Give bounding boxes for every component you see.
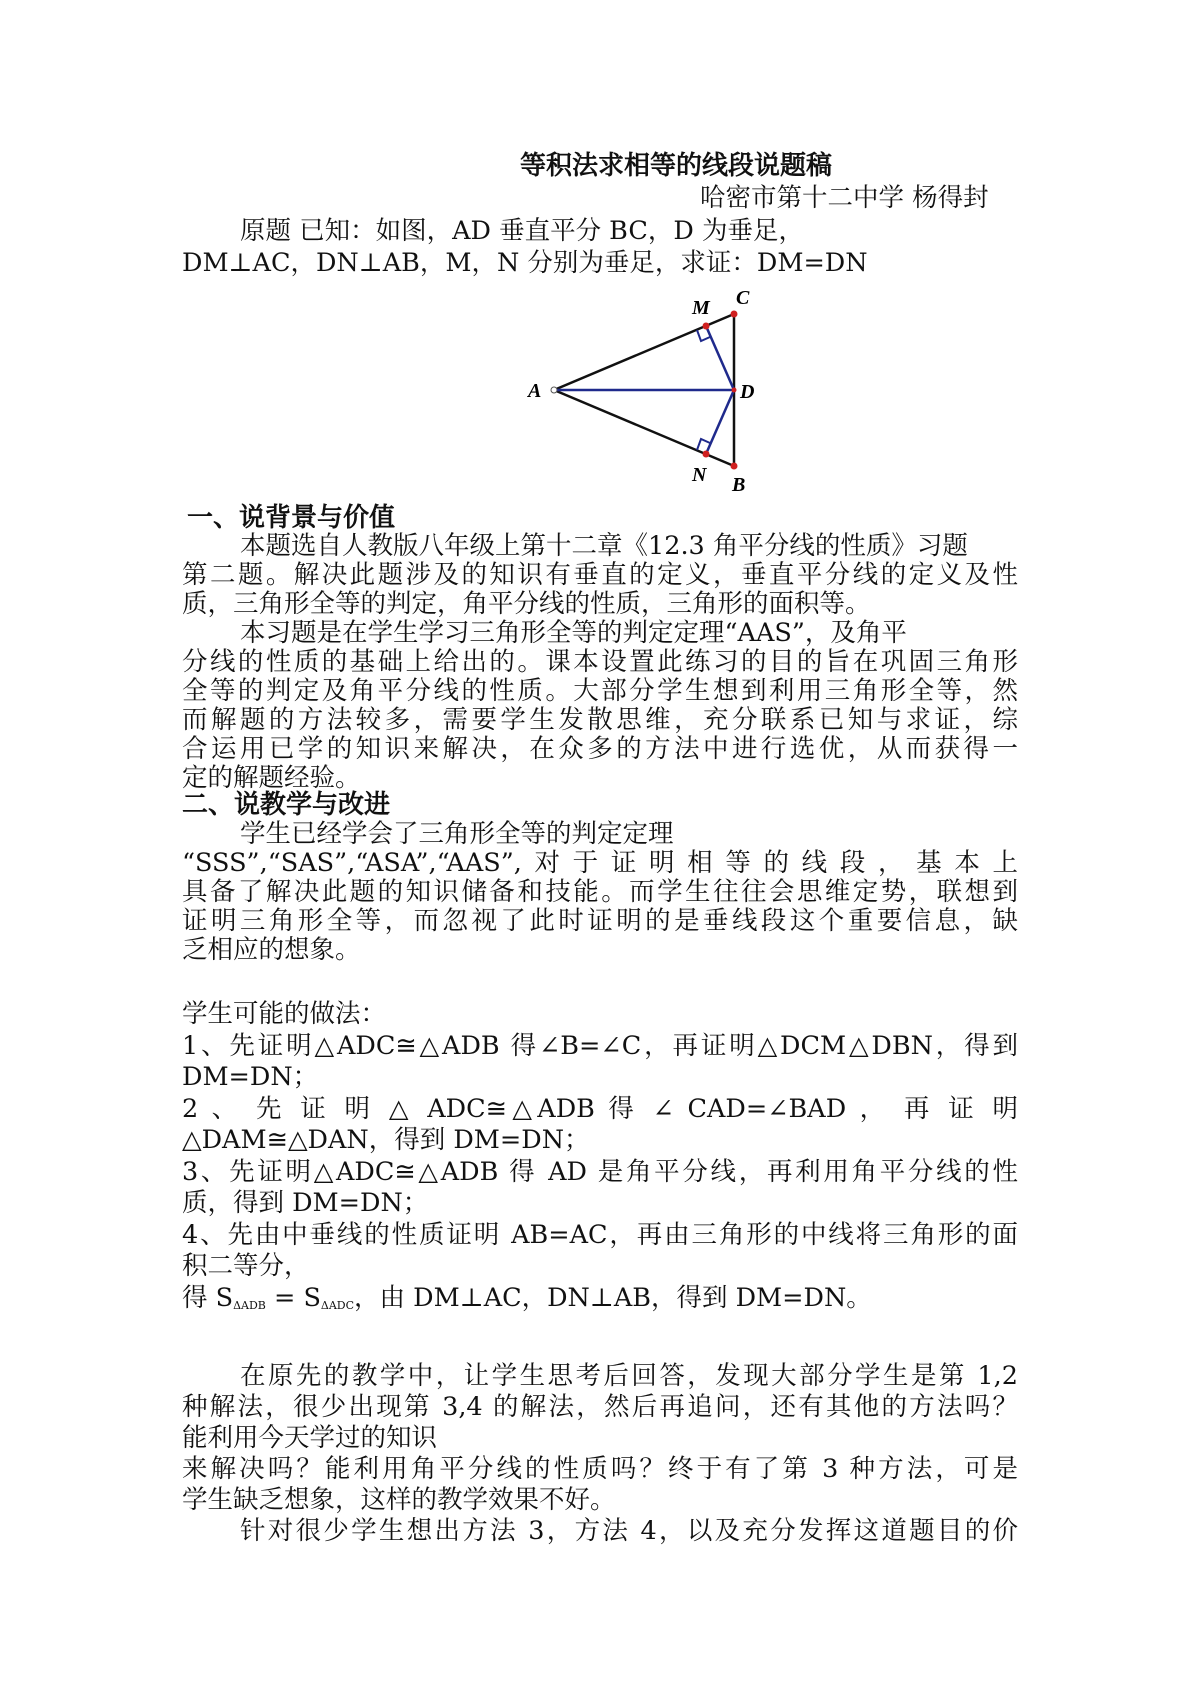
method-line: 质，得到 DM=DN； — [182, 1188, 429, 1218]
reflection-line: 针对很少学生想出方法 3，方法 4，以及充分发挥这道题目的价 — [240, 1516, 1018, 1546]
paragraph-line: 学生已经学会了三角形全等的判定定理 — [240, 819, 674, 849]
area-formula-line — [182, 1283, 1018, 1321]
reflection-line: 在原先的教学中，让学生思考后回答，发现大部分学生是第 1,2 — [240, 1361, 1018, 1391]
paragraph-line: 质，三角形全等的判定，角平分线的性质，三角形的面积等。 — [182, 589, 871, 619]
formula-subscript-adc: ΔADC — [320, 1299, 355, 1312]
section-heading-teaching: 二、说教学与改进 — [182, 790, 391, 820]
label-a: A — [528, 380, 542, 402]
problem-line-2: DM⊥AC，DN⊥AB，M，N 分别为垂足，求证：DM=DN — [182, 248, 868, 278]
author-line: 哈密市第十二中学 杨得封 — [700, 183, 989, 213]
point-m — [703, 323, 710, 330]
paragraph-line: 分线的性质的基础上给出的。课本设置此练习的目的旨在巩固三角形 — [182, 647, 1018, 677]
paragraph-line: “SSS”,“SAS”,“ASA”,“AAS”,对于证明相等的线段，基本上 — [182, 848, 1018, 878]
point-d — [732, 388, 737, 393]
label-b: B — [732, 474, 746, 496]
point-n — [703, 451, 710, 458]
reflection-line: 种解法，很少出现第 3,4 的解法，然后再追问，还有其他的方法吗？ — [182, 1392, 1018, 1422]
paragraph-line: 全等的判定及角平分线的性质。大部分学生想到利用三角形全等，然 — [182, 676, 1018, 706]
label-d: D — [740, 381, 755, 403]
paragraph-line: 合运用已学的知识来解决，在众多的方法中进行选优，从而获得一 — [182, 734, 1018, 764]
paragraph-line: 具备了解决此题的知识储备和技能。而学生往往会思维定势，联想到 — [182, 877, 1018, 907]
method-line: DM=DN； — [182, 1062, 319, 1092]
point-b — [731, 463, 738, 470]
formula-suffix: ，由 DM⊥AC，DN⊥AB，得到 DM=DN。 — [354, 1283, 872, 1313]
paragraph-line: 定的解题经验。 — [182, 763, 361, 793]
method-line: 2 、 先 证 明 △ ADC≅△ADB 得 ∠ CAD=∠BAD ， 再 证 明 — [182, 1094, 1018, 1124]
document-title: 等积法求相等的线段说题稿 — [520, 151, 833, 181]
reflection-line: 来解决吗？能利用角平分线的性质吗？终于有了第 3 种方法，可是 — [182, 1454, 1018, 1484]
triangle-figure — [520, 286, 770, 496]
method-line: 1、先证明△ADC≅△ADB 得∠B=∠C，再证明△DCM△DBN，得到 — [182, 1031, 1018, 1061]
formula-mid: = S — [265, 1283, 321, 1313]
paragraph-line: 而解题的方法较多，需要学生发散思维，充分联系已知与求证，综 — [182, 705, 1018, 735]
method-line: 4、先由中垂线的性质证明 AB=AC，再由三角形的中线将三角形的面 — [182, 1220, 1018, 1250]
paragraph-line: 乏相应的想象。 — [182, 935, 361, 965]
section-heading-background: 一、说背景与价值 — [187, 503, 396, 533]
segment-dm — [706, 326, 734, 390]
method-line: 3、先证明△ADC≅△ADB 得 AD 是角平分线，再利用角平分线的性 — [182, 1157, 1018, 1187]
paragraph-line: 本习题是在学生学习三角形全等的判定定理“AAS”，及角平 — [240, 618, 907, 648]
segment-dn — [706, 390, 734, 454]
label-n: N — [692, 464, 707, 486]
reflection-line: 学生缺乏想象，这样的教学效果不好。 — [182, 1485, 616, 1515]
method-line: △DAM≅△DAN，得到 DM=DN； — [182, 1125, 590, 1155]
paragraph-line: 本题选自人教版八年级上第十二章《12.3 角平分线的性质》习题 — [240, 531, 968, 561]
paragraph-line: 第二题。解决此题涉及的知识有垂直的定义，垂直平分线的定义及性 — [182, 560, 1018, 590]
paragraph-line: 证明三角形全等，而忽视了此时证明的是垂线段这个重要信息，缺 — [182, 906, 1018, 936]
methods-intro: 学生可能的做法： — [182, 999, 387, 1029]
reflection-line: 能利用今天学过的知识 — [182, 1423, 438, 1453]
point-c — [731, 311, 738, 318]
method-line: 积二等分， — [182, 1251, 310, 1281]
point-a — [551, 387, 557, 393]
formula-subscript-adb: ΔADB — [233, 1299, 266, 1312]
formula-prefix: 得 S — [182, 1283, 234, 1313]
problem-line-1: 原题 已知：如图，AD 垂直平分 BC，D 为垂足， — [240, 216, 804, 246]
label-c: C — [736, 287, 750, 309]
label-m: M — [692, 297, 710, 319]
